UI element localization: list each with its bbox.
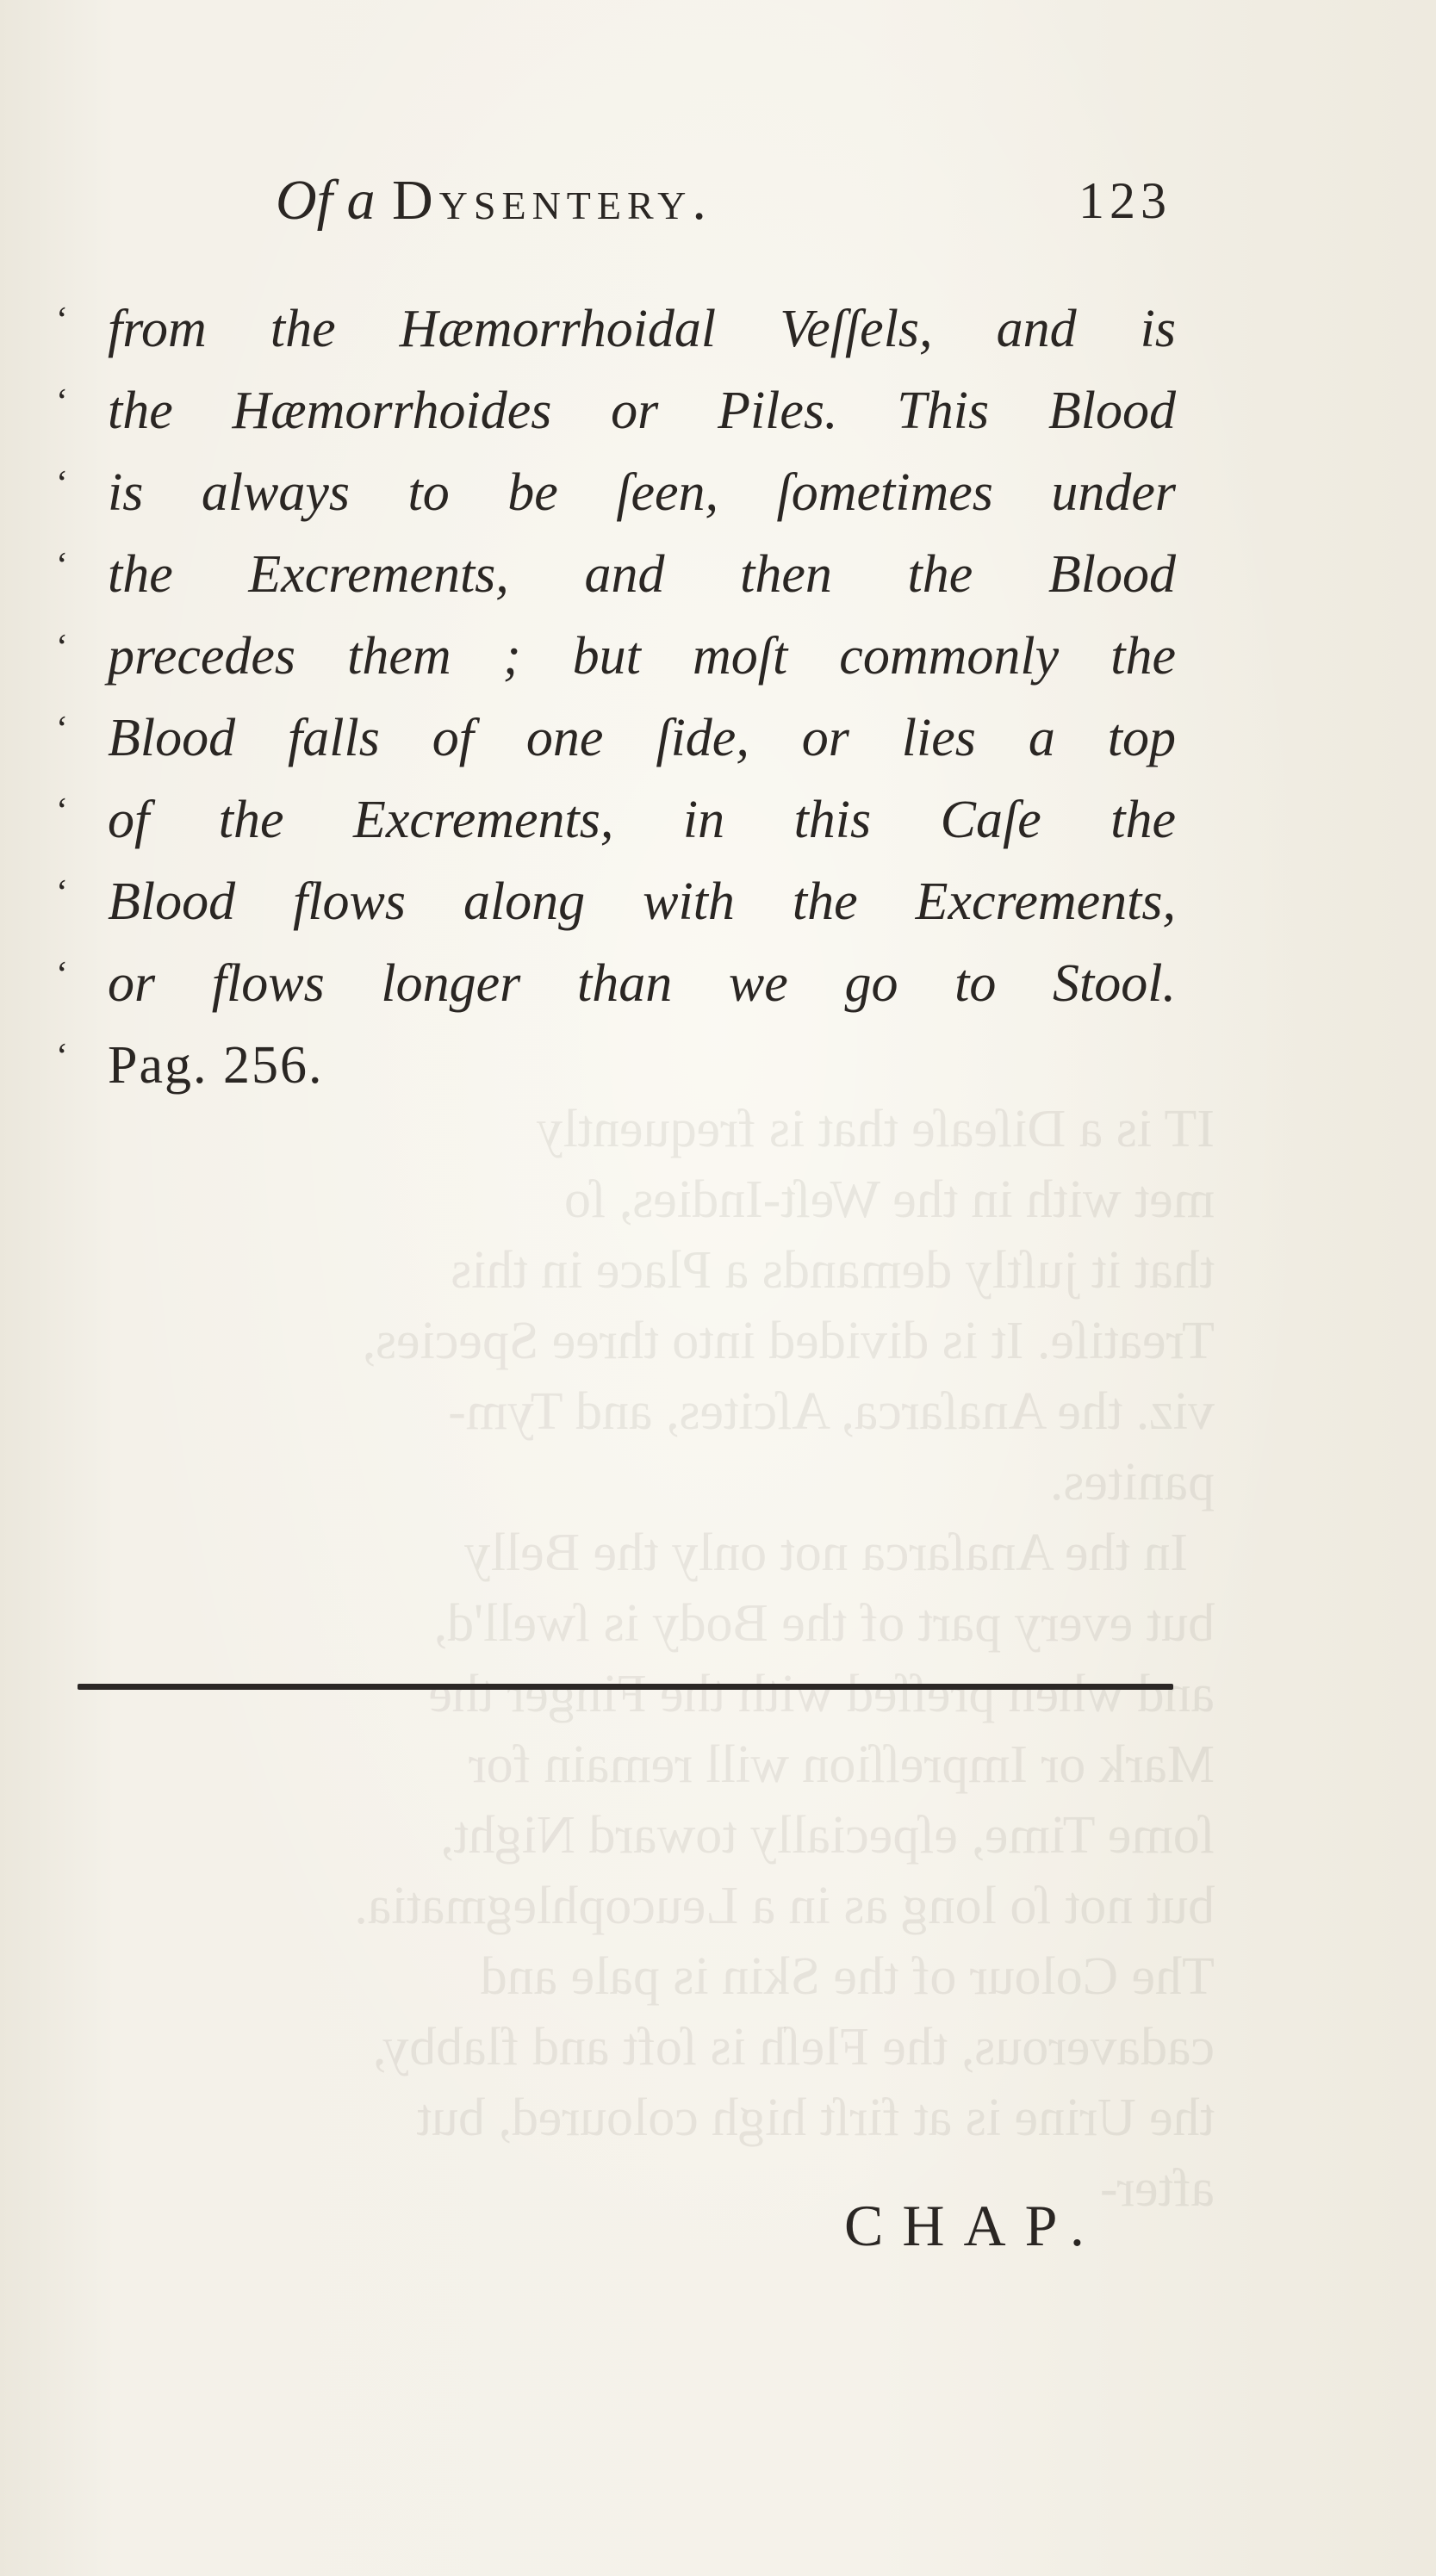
quote-mark: ‘ (56, 382, 68, 422)
running-title-prefix: Of a (276, 169, 376, 232)
text-line-content: Blood falls of one ſide, or lies a top (108, 709, 1176, 767)
quote-mark: ‘ (56, 301, 68, 340)
text-line (56, 370, 1176, 452)
text-line-content: precedes them ; but moſt commonly the (108, 627, 1176, 686)
text-line-content: from the Hæmorrhoidal Veſſels, and is (108, 300, 1176, 358)
quote-mark: ‘ (56, 791, 68, 831)
page-reference: Pag. 256. (108, 1036, 324, 1095)
quote-mark: ‘ (56, 464, 68, 504)
text-line-content: the Excrements, and then the Blood (108, 545, 1176, 604)
quote-mark: ‘ (56, 628, 68, 667)
text-line (56, 1025, 1176, 1107)
text-line (56, 943, 1176, 1025)
quote-mark: ‘ (56, 546, 68, 586)
text-line (56, 289, 1176, 370)
text-line-content: of the Excrements, in this Caſe the (108, 791, 1176, 849)
text-line (56, 616, 1176, 698)
quote-mark: ‘ (56, 873, 68, 913)
text-line-content: Blood flows along with the Excrements, (108, 872, 1176, 931)
text-line-content: the Hæmorrhoides or Piles. This Blood (108, 382, 1176, 440)
running-title-subject: Dysentery. (392, 169, 712, 232)
running-header (276, 168, 1172, 250)
quote-mark: ‘ (56, 1037, 68, 1077)
quote-mark: ‘ (56, 955, 68, 995)
quoted-passage (56, 289, 1176, 1107)
running-title (276, 168, 712, 233)
text-line (56, 534, 1176, 616)
text-line-content: is always to be ſeen, ſometimes under (108, 463, 1176, 522)
text-line (56, 861, 1176, 943)
show-through-text: IT is a Diſeaſe that is frequently met with in the Weſt-Indies, ſo that it juſtly demands a Place in this Treatiſe. It is divided into three Species, viz. the Anaſarca, Aſcites, and Tym- panites. In the Anaſarca not only the Belly but every part of the Body is ſwell'd, and when preſſed with the Finger the Mark or Impreſſion will remain for ſome Time, eſpecially toward Night, but not ſo long as in a Leucophlegmatia. The Colour of the Skin is pale and cadaverous, the Fleſh is ſoft and flabby, the Urine is at firſt high coloured, but after- (354, 1100, 1215, 2218)
page-number: 123 (1079, 172, 1172, 229)
text-line (56, 779, 1176, 861)
quote-mark: ‘ (56, 710, 68, 749)
text-line-content: or flows longer than we go to Stool. (108, 954, 1176, 1013)
section-divider-rule (78, 1684, 1173, 1690)
catchword: CHAP. (844, 2193, 1103, 2258)
text-line (56, 698, 1176, 779)
text-line (56, 452, 1176, 534)
